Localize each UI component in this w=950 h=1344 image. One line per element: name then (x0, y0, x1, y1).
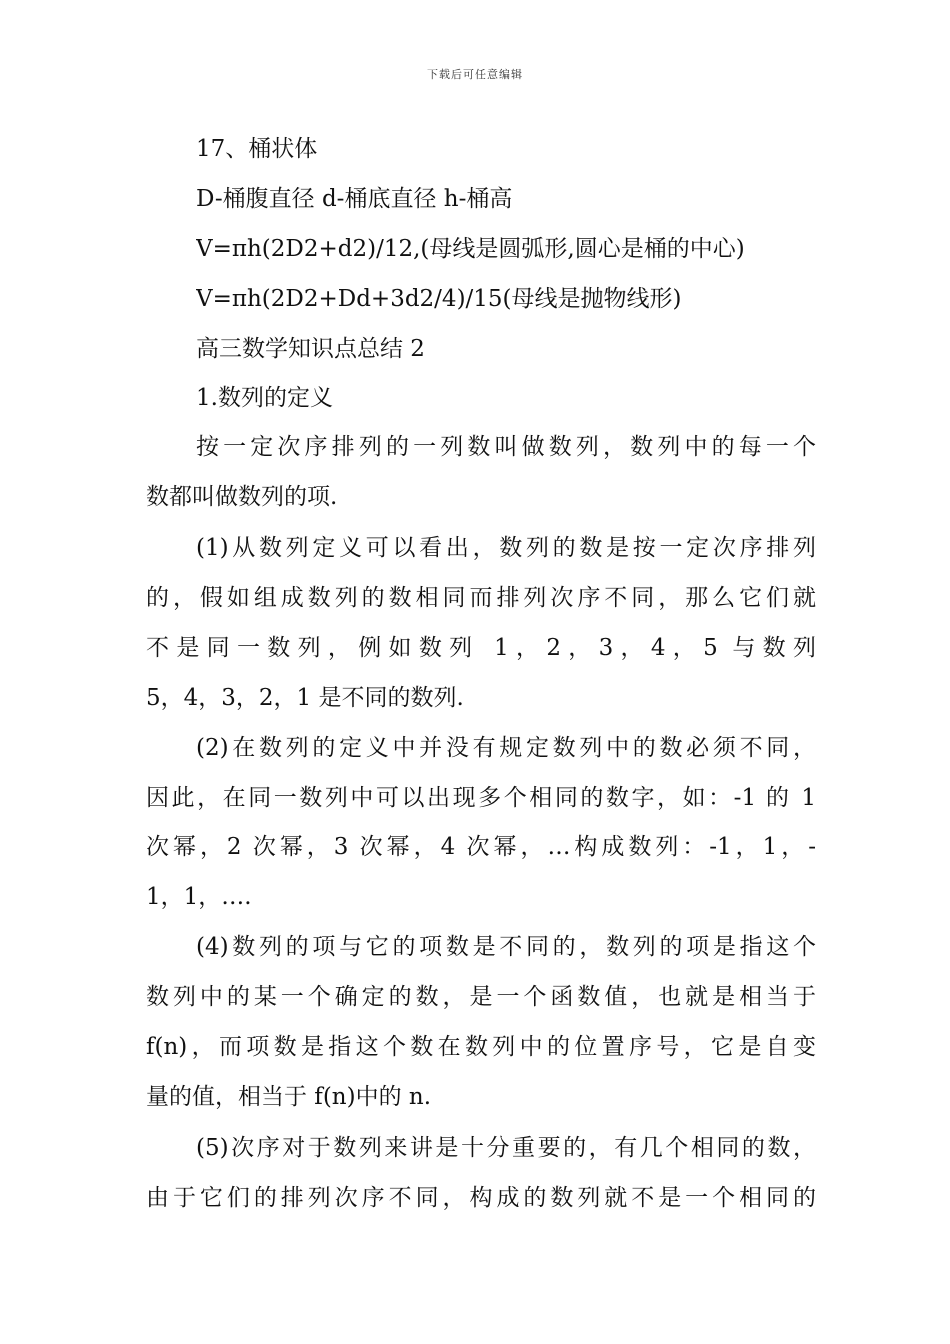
paragraph-line: (1)从数列定义可以看出，数列的数是按一定次序排列 (196, 535, 816, 561)
paragraph-line: f(n)，而项数是指这个数在数列中的位置序号，它是自变 (146, 1034, 816, 1060)
paragraph-line: 数都叫做数列的项. (146, 484, 338, 510)
paragraph-line: 按一定次序排列的一列数叫做数列，数列中的每一个 (196, 434, 816, 460)
page-header: 下载后可任意编辑 (427, 68, 523, 81)
paragraph-line: 1，1，…. (146, 884, 252, 910)
paragraph-line: (4)数列的项与它的项数是不同的，数列的项是指这个 (196, 934, 816, 960)
paragraph-line: 5，4，3，2，1 是不同的数列. (146, 685, 464, 711)
paragraph-line: 因此，在同一数列中可以出现多个相同的数字，如：-1 的 1 (146, 785, 816, 811)
paragraph-line: 次幂，2 次幂，3 次幂，4 次幂，…构成数列：-1，1，- (146, 834, 816, 860)
barrel-volume-formula-arc: V=πh(2D2+d2)/12,(母线是圆弧形,圆心是桶的中心) (196, 236, 745, 262)
paragraph-line: (5)次序对于数列来讲是十分重要的，有几个相同的数， (196, 1135, 816, 1161)
paragraph-line: 由于它们的排列次序不同，构成的数列就不是一个相同的 (146, 1185, 816, 1211)
subsection-heading: 1.数列的定义 (196, 385, 333, 411)
item-heading-barrel: 17、桶状体 (196, 136, 318, 162)
paragraph-line: 数列中的某一个确定的数，是一个函数值，也就是相当于 (146, 984, 816, 1010)
paragraph-line: (2)在数列的定义中并没有规定数列中的数必须不同， (196, 735, 816, 761)
paragraph-line: 不是同一数列，例如数列 1，2，3，4，5 与数列 (146, 635, 816, 661)
barrel-variable-definitions: D-桶腹直径 d-桶底直径 h-桶高 (196, 186, 513, 212)
section-title: 高三数学知识点总结 2 (196, 336, 425, 362)
paragraph-line: 的，假如组成数列的数相同而排列次序不同，那么它们就 (146, 585, 816, 611)
barrel-volume-formula-parabola: V=πh(2D2+Dd+3d2/4)/15(母线是抛物线形) (196, 286, 682, 312)
paragraph-line: 量的值，相当于 f(n)中的 n. (146, 1084, 432, 1110)
